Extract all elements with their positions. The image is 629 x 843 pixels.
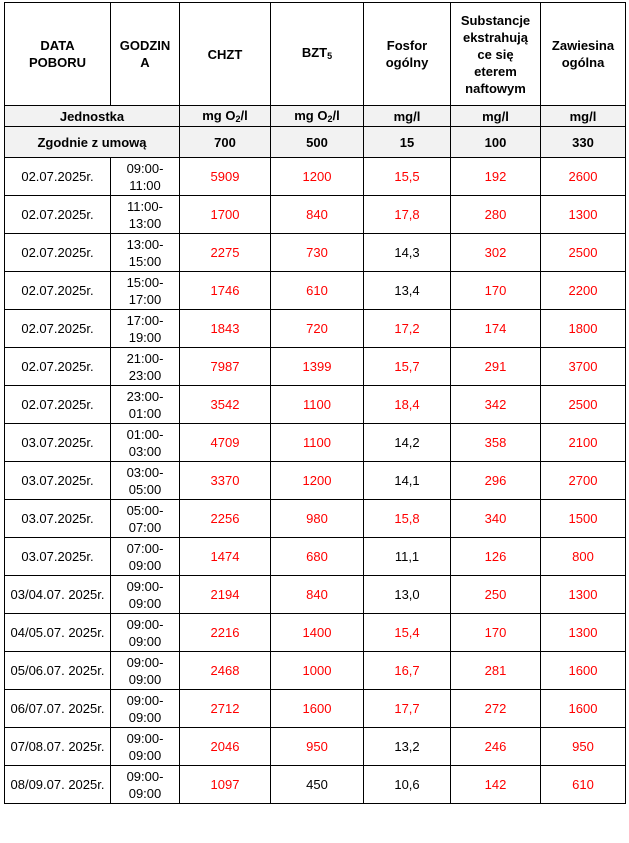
cell-substancje: 302: [451, 234, 541, 272]
cell-substancje: 250: [451, 576, 541, 614]
table-body: [5, 158, 626, 804]
units-label: Jednostka: [5, 106, 180, 127]
cell-zawiesina: 1300: [541, 614, 626, 652]
cell-date: 02.07.2025r.: [5, 196, 111, 234]
cell-date: 07/08.07. 2025r.: [5, 728, 111, 766]
cell-substancje: 280: [451, 196, 541, 234]
cell-chzt: 1746: [180, 272, 271, 310]
cell-time: 07:00-09:00: [111, 538, 180, 576]
cell-zawiesina: 2500: [541, 234, 626, 272]
cell-date: 02.07.2025r.: [5, 386, 111, 424]
unit-bzt: mg $O_2/l$: [271, 106, 364, 127]
cell-bzt: 840: [271, 576, 364, 614]
cell-chzt: 7987: [180, 348, 271, 386]
cell-substancje: 358: [451, 424, 541, 462]
cell-bzt: 980: [271, 500, 364, 538]
cell-substancje: 340: [451, 500, 541, 538]
cell-fosfor: 15,8: [364, 500, 451, 538]
header-fosfor: Fosfor ogólny: [364, 3, 451, 106]
cell-fosfor: 17,7: [364, 690, 451, 728]
cell-date: 02.07.2025r.: [5, 158, 111, 196]
cell-date: 04/05.07. 2025r.: [5, 614, 111, 652]
cell-substancje: 246: [451, 728, 541, 766]
measurements-table: [4, 2, 626, 804]
cell-fosfor: 18,4: [364, 386, 451, 424]
cell-time: 09:00-09:00: [111, 766, 180, 804]
cell-bzt: 840: [271, 196, 364, 234]
cell-substancje: 272: [451, 690, 541, 728]
cell-chzt: 1474: [180, 538, 271, 576]
cell-bzt: 1200: [271, 158, 364, 196]
cell-time: 01:00-03:00: [111, 424, 180, 462]
cell-date: 03.07.2025r.: [5, 538, 111, 576]
unit-zawiesina: mg/l: [541, 106, 626, 127]
cell-fosfor: 13,2: [364, 728, 451, 766]
header-substancje: Substancje ekstrahują ce się eterem naftowym: [451, 3, 541, 106]
table-row: [5, 196, 626, 234]
cell-date: 08/09.07. 2025r.: [5, 766, 111, 804]
cell-fosfor: 16,7: [364, 652, 451, 690]
cell-date: 02.07.2025r.: [5, 234, 111, 272]
cell-zawiesina: 610: [541, 766, 626, 804]
limit-chzt: 700: [180, 127, 271, 158]
cell-zawiesina: 1600: [541, 690, 626, 728]
header-godzina: GODZIN A: [111, 3, 180, 106]
cell-time: 05:00-07:00: [111, 500, 180, 538]
table-row: [5, 234, 626, 272]
cell-time: 03:00-05:00: [111, 462, 180, 500]
unit-substancje: mg/l: [451, 106, 541, 127]
cell-date: 06/07.07. 2025r.: [5, 690, 111, 728]
cell-time: 09:00-09:00: [111, 728, 180, 766]
cell-time: 09:00-09:00: [111, 614, 180, 652]
cell-zawiesina: 2500: [541, 386, 626, 424]
cell-fosfor: 14,1: [364, 462, 451, 500]
cell-chzt: 2468: [180, 652, 271, 690]
header-data-poboru: DATA POBORU: [5, 3, 111, 106]
cell-date: 03.07.2025r.: [5, 424, 111, 462]
cell-date: 02.07.2025r.: [5, 310, 111, 348]
cell-chzt: 1843: [180, 310, 271, 348]
table-row: [5, 576, 626, 614]
cell-substancje: 126: [451, 538, 541, 576]
cell-bzt: 720: [271, 310, 364, 348]
cell-zawiesina: 3700: [541, 348, 626, 386]
header-bzt: $BZT_5$: [271, 3, 364, 106]
cell-date: 03.07.2025r.: [5, 500, 111, 538]
unit-fosfor: mg/l: [364, 106, 451, 127]
table-row: [5, 424, 626, 462]
limit-substancje: 100: [451, 127, 541, 158]
cell-fosfor: 13,4: [364, 272, 451, 310]
cell-time: 09:00-11:00: [111, 158, 180, 196]
cell-time: 11:00-13:00: [111, 196, 180, 234]
cell-zawiesina: 950: [541, 728, 626, 766]
limit-zawiesina: 330: [541, 127, 626, 158]
cell-bzt: 450: [271, 766, 364, 804]
cell-substancje: 342: [451, 386, 541, 424]
cell-date: 02.07.2025r.: [5, 272, 111, 310]
cell-fosfor: 10,6: [364, 766, 451, 804]
table-row: [5, 538, 626, 576]
cell-chzt: 4709: [180, 424, 271, 462]
table-row: [5, 652, 626, 690]
units-row: [5, 106, 626, 127]
cell-substancje: 174: [451, 310, 541, 348]
cell-fosfor: 14,2: [364, 424, 451, 462]
cell-chzt: 3542: [180, 386, 271, 424]
table-row: [5, 462, 626, 500]
cell-zawiesina: 1800: [541, 310, 626, 348]
table-row: [5, 272, 626, 310]
limit-bzt: 500: [271, 127, 364, 158]
cell-bzt: 730: [271, 234, 364, 272]
cell-bzt: 1100: [271, 424, 364, 462]
cell-date: 05/06.07. 2025r.: [5, 652, 111, 690]
cell-zawiesina: 800: [541, 538, 626, 576]
header-row: [5, 3, 626, 106]
cell-bzt: 610: [271, 272, 364, 310]
cell-fosfor: 13,0: [364, 576, 451, 614]
unit-chzt: mg $O_2/l$: [180, 106, 271, 127]
cell-time: 09:00-09:00: [111, 652, 180, 690]
cell-chzt: 2216: [180, 614, 271, 652]
cell-chzt: 3370: [180, 462, 271, 500]
cell-zawiesina: 2700: [541, 462, 626, 500]
cell-substancje: 296: [451, 462, 541, 500]
table-row: [5, 310, 626, 348]
cell-bzt: 1399: [271, 348, 364, 386]
cell-time: 15:00-17:00: [111, 272, 180, 310]
cell-substancje: 170: [451, 614, 541, 652]
cell-time: 17:00-19:00: [111, 310, 180, 348]
table-row: [5, 690, 626, 728]
cell-chzt: 2275: [180, 234, 271, 272]
cell-substancje: 291: [451, 348, 541, 386]
cell-chzt: 2256: [180, 500, 271, 538]
cell-chzt: 1700: [180, 196, 271, 234]
cell-fosfor: 15,7: [364, 348, 451, 386]
cell-chzt: 2712: [180, 690, 271, 728]
limits-row: [5, 127, 626, 158]
cell-zawiesina: 1600: [541, 652, 626, 690]
table-row: [5, 158, 626, 196]
cell-time: 13:00-15:00: [111, 234, 180, 272]
cell-zawiesina: 1500: [541, 500, 626, 538]
cell-bzt: 1200: [271, 462, 364, 500]
cell-zawiesina: 2200: [541, 272, 626, 310]
cell-zawiesina: 1300: [541, 576, 626, 614]
cell-substancje: 281: [451, 652, 541, 690]
header-chzt: CHZT: [180, 3, 271, 106]
cell-substancje: 192: [451, 158, 541, 196]
cell-fosfor: 11,1: [364, 538, 451, 576]
cell-date: 03.07.2025r.: [5, 462, 111, 500]
table-row: [5, 766, 626, 804]
cell-chzt: 5909: [180, 158, 271, 196]
cell-bzt: 1400: [271, 614, 364, 652]
limits-label: Zgodnie z umową: [5, 127, 180, 158]
table-row: [5, 386, 626, 424]
cell-bzt: 1000: [271, 652, 364, 690]
cell-fosfor: 15,5: [364, 158, 451, 196]
cell-bzt: 1600: [271, 690, 364, 728]
cell-bzt: 1100: [271, 386, 364, 424]
cell-time: 09:00-09:00: [111, 690, 180, 728]
cell-bzt: 950: [271, 728, 364, 766]
table-row: [5, 728, 626, 766]
cell-fosfor: 15,4: [364, 614, 451, 652]
cell-substancje: 142: [451, 766, 541, 804]
cell-fosfor: 14,3: [364, 234, 451, 272]
cell-date: 03/04.07. 2025r.: [5, 576, 111, 614]
cell-substancje: 170: [451, 272, 541, 310]
header-zawiesina: Zawiesina ogólna: [541, 3, 626, 106]
table-row: [5, 614, 626, 652]
cell-zawiesina: 2100: [541, 424, 626, 462]
cell-chzt: 2194: [180, 576, 271, 614]
cell-time: 23:00-01:00: [111, 386, 180, 424]
cell-date: 02.07.2025r.: [5, 348, 111, 386]
cell-zawiesina: 2600: [541, 158, 626, 196]
table-row: [5, 348, 626, 386]
cell-fosfor: 17,2: [364, 310, 451, 348]
cell-chzt: 2046: [180, 728, 271, 766]
cell-time: 09:00-09:00: [111, 576, 180, 614]
table-row: [5, 500, 626, 538]
limit-fosfor: 15: [364, 127, 451, 158]
cell-time: 21:00-23:00: [111, 348, 180, 386]
cell-fosfor: 17,8: [364, 196, 451, 234]
cell-zawiesina: 1300: [541, 196, 626, 234]
cell-chzt: 1097: [180, 766, 271, 804]
cell-bzt: 680: [271, 538, 364, 576]
